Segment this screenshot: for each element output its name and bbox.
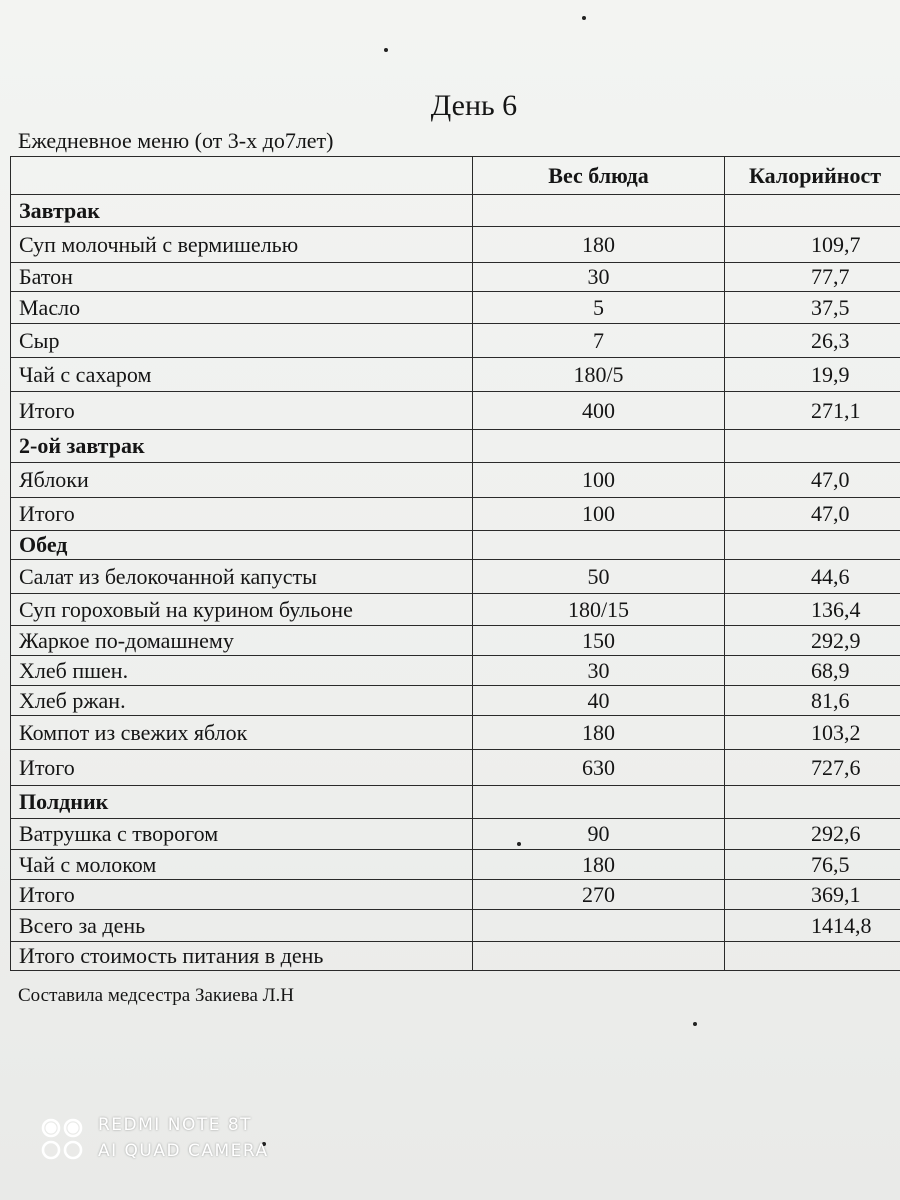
table-row — [11, 716, 900, 750]
menu-section-row — [11, 531, 900, 560]
dish-name: Хлеб ржан. — [11, 686, 473, 716]
dish-name: Итого — [11, 750, 473, 786]
menu-section-row — [11, 430, 900, 463]
dish-weight: 100 — [473, 463, 725, 498]
dish-calories: 81,6 — [725, 686, 900, 716]
dish-name: Салат из белокочанной капусты — [11, 560, 473, 594]
dish-name: Итого — [11, 392, 473, 430]
table-row — [11, 324, 900, 358]
dish-weight: 30 — [473, 656, 725, 686]
section-title: Обед — [11, 531, 473, 560]
dish-calories: 19,9 — [725, 358, 900, 392]
table-row — [11, 686, 900, 716]
dish-calories — [725, 531, 900, 560]
dish-calories — [725, 786, 900, 819]
dish-name: Компот из свежих яблок — [11, 716, 473, 750]
table-row — [11, 850, 900, 880]
dish-weight: 40 — [473, 686, 725, 716]
page-title: День 6 — [430, 89, 518, 122]
dish-weight: 630 — [473, 750, 725, 786]
dish-calories: 109,7 — [725, 227, 900, 263]
dish-name: Итого — [11, 498, 473, 531]
table-row — [11, 227, 900, 263]
dish-weight: 400 — [473, 392, 725, 430]
table-row — [11, 358, 900, 392]
dish-weight — [473, 430, 725, 463]
dish-weight — [473, 942, 725, 971]
dish-name: Батон — [11, 263, 473, 292]
dish-weight: 180/5 — [473, 358, 725, 392]
dish-name: Итого стоимость питания в день — [11, 942, 473, 971]
dish-calories: 44,6 — [725, 560, 900, 594]
camera-lens-logo-icon — [40, 1116, 84, 1162]
dish-name: Жаркое по-домашнему — [11, 626, 473, 656]
table-row — [11, 626, 900, 656]
table-row — [11, 942, 900, 971]
dish-calories: 727,6 — [725, 750, 900, 786]
table-row — [11, 498, 900, 531]
camera-model-text: REDMI NOTE 8T — [98, 1115, 253, 1135]
dish-name: Ватрушка с творогом — [11, 819, 473, 850]
dish-name: Яблоки — [11, 463, 473, 498]
dish-weight: 30 — [473, 263, 725, 292]
dish-name: Всего за день — [11, 910, 473, 942]
paper-speck — [517, 842, 521, 846]
dish-calories: 1414,8 — [725, 910, 900, 942]
compiled-by-note: Составила медсестра Закиева Л.Н — [18, 985, 294, 1006]
dish-calories: 68,9 — [725, 656, 900, 686]
dish-calories: 136,4 — [725, 594, 900, 626]
dish-calories — [725, 430, 900, 463]
table-row — [11, 392, 900, 430]
section-title: Полдник — [11, 786, 473, 819]
dish-weight: 180 — [473, 716, 725, 750]
dish-weight: 180/15 — [473, 594, 725, 626]
section-title: Завтрак — [11, 195, 473, 227]
table-row — [11, 656, 900, 686]
menu-section-row — [11, 195, 900, 227]
dish-weight — [473, 195, 725, 227]
dish-name: Масло — [11, 292, 473, 324]
dish-weight: 180 — [473, 850, 725, 880]
table-row — [11, 263, 900, 292]
paper-speck — [582, 16, 586, 20]
menu-section-row — [11, 786, 900, 819]
dish-calories — [725, 942, 900, 971]
table-row — [11, 750, 900, 786]
table-row — [11, 910, 900, 942]
menu-subtitle: Ежедневное меню (от 3-х до7лет) — [18, 128, 334, 153]
dish-weight — [473, 531, 725, 560]
dish-calories: 103,2 — [725, 716, 900, 750]
table-row — [11, 463, 900, 498]
column-header-weight: Вес блюда — [473, 157, 725, 195]
dish-calories: 47,0 — [725, 463, 900, 498]
table-row — [11, 819, 900, 850]
paper-speck — [384, 48, 388, 52]
camera-feature-text: AI QUAD CAMERA — [98, 1141, 269, 1161]
column-header-calories: Калорийност — [725, 157, 900, 195]
section-title: 2-ой завтрак — [11, 430, 473, 463]
dish-calories: 292,6 — [725, 819, 900, 850]
dish-calories: 37,5 — [725, 292, 900, 324]
dish-name: Суп гороховый на курином бульоне — [11, 594, 473, 626]
table-row — [11, 292, 900, 324]
menu-table — [10, 156, 900, 971]
paper-speck — [693, 1022, 697, 1026]
dish-weight: 270 — [473, 880, 725, 910]
dish-name: Суп молочный с вермишелью — [11, 227, 473, 263]
table-row — [11, 594, 900, 626]
dish-weight — [473, 786, 725, 819]
table-row — [11, 880, 900, 910]
dish-calories: 77,7 — [725, 263, 900, 292]
dish-calories: 76,5 — [725, 850, 900, 880]
dish-weight: 100 — [473, 498, 725, 531]
dish-name: Чай с сахаром — [11, 358, 473, 392]
dish-weight — [473, 910, 725, 942]
dish-weight: 180 — [473, 227, 725, 263]
dish-weight: 150 — [473, 626, 725, 656]
dish-calories: 369,1 — [725, 880, 900, 910]
dish-name: Сыр — [11, 324, 473, 358]
dish-weight: 7 — [473, 324, 725, 358]
dish-calories: 47,0 — [725, 498, 900, 531]
dish-name: Чай с молоком — [11, 850, 473, 880]
header-empty-cell — [11, 157, 473, 195]
dish-weight: 90 — [473, 819, 725, 850]
dish-calories — [725, 195, 900, 227]
dish-calories: 271,1 — [725, 392, 900, 430]
dish-name: Итого — [11, 880, 473, 910]
dish-weight: 5 — [473, 292, 725, 324]
dish-calories: 292,9 — [725, 626, 900, 656]
dish-calories: 26,3 — [725, 324, 900, 358]
dish-name: Хлеб пшен. — [11, 656, 473, 686]
dish-weight: 50 — [473, 560, 725, 594]
table-row — [11, 560, 900, 594]
table-header-row — [11, 157, 900, 195]
